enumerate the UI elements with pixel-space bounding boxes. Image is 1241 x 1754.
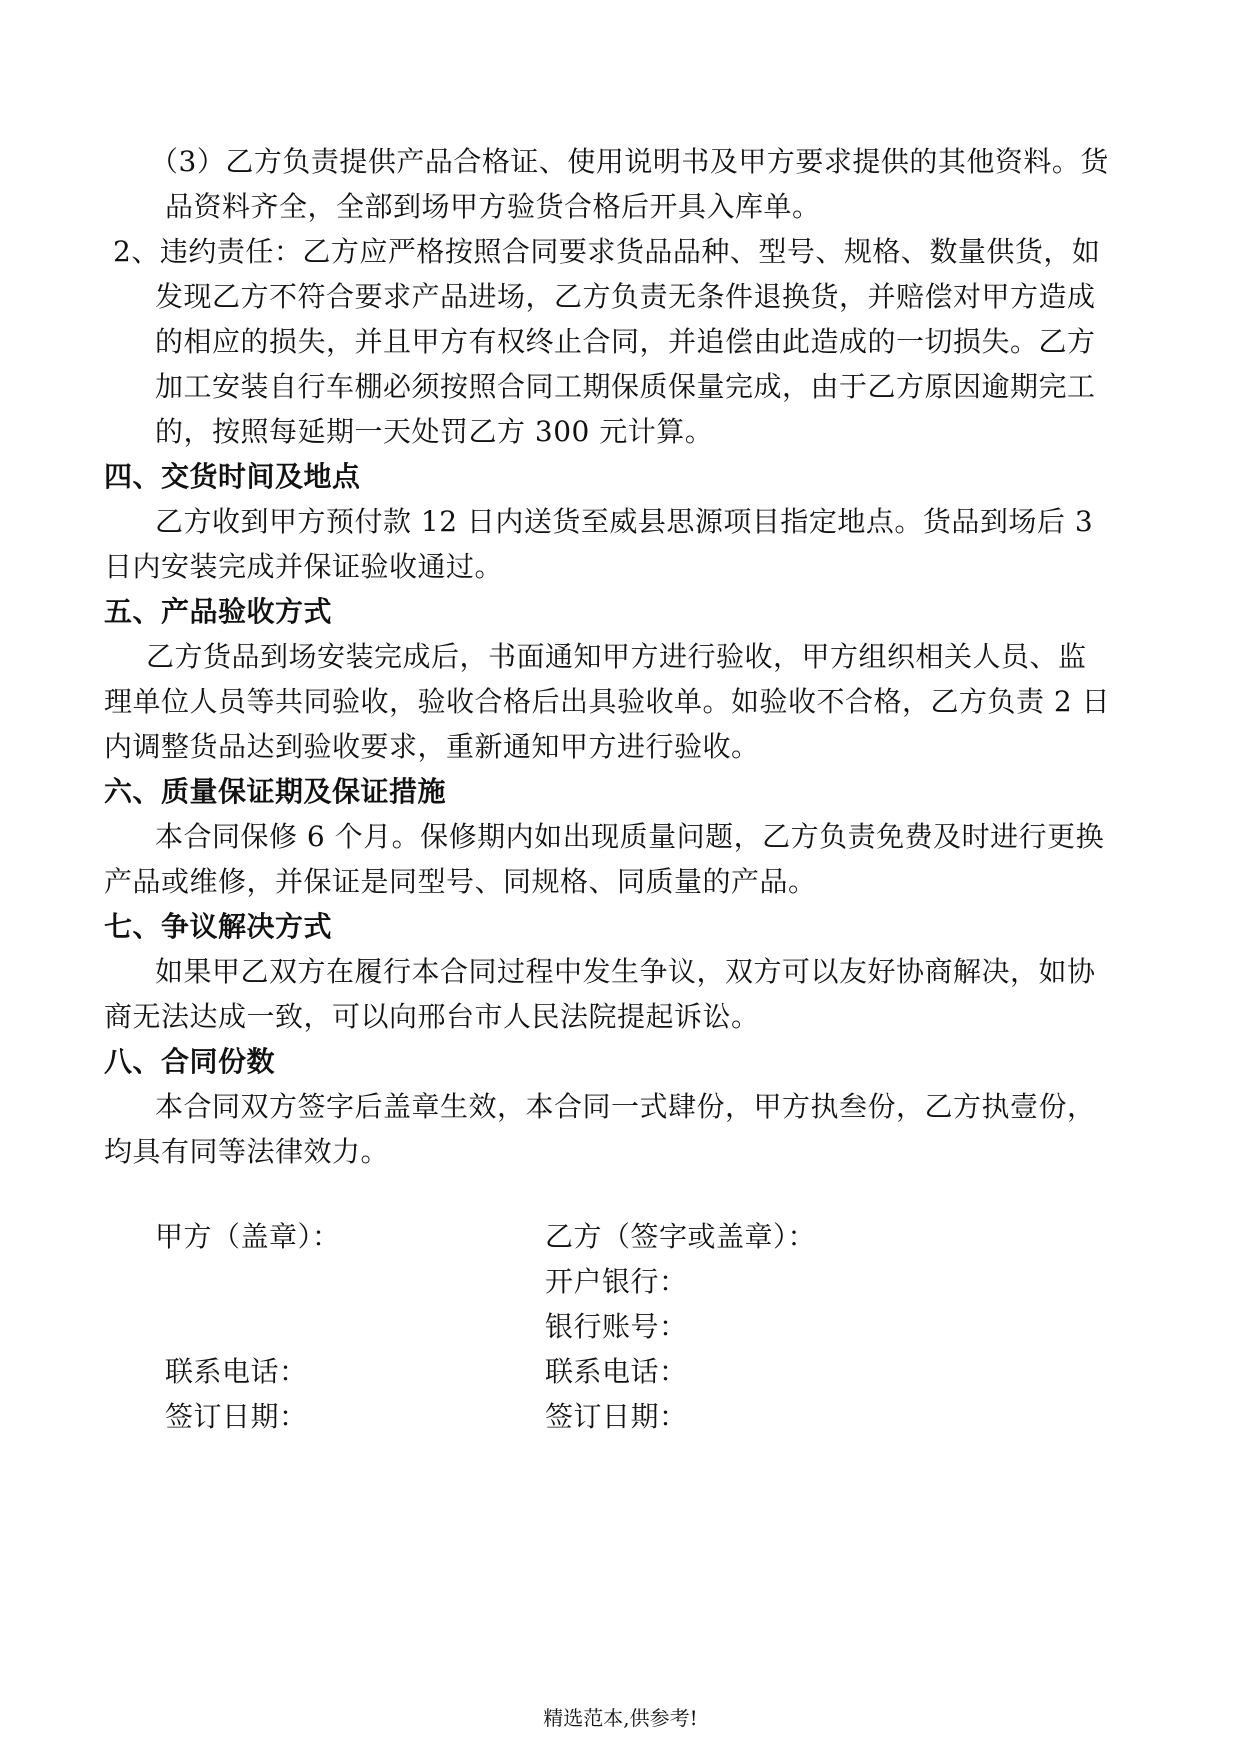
section-7-line-2: 商无法达成一致，可以向邢台市人民法院提起诉讼。 [104, 1000, 760, 1033]
breach-liability-line-3: 的相应的损失，并且甲方有权终止合同，并追偿由此造成的一切损失。乙方 [155, 325, 1096, 358]
section-6-heading: 六、质量保证期及保证措施 [104, 775, 447, 808]
section-7-heading: 七、争议解决方式 [104, 910, 333, 943]
page-footer: 精选范本,供参考! [543, 1706, 698, 1730]
clause-3-line-1: （3）乙方负责提供产品合格证、使用说明书及甲方要求提供的其他资料。货 [150, 145, 1109, 178]
party-b-phone-label: 联系电话： [545, 1355, 688, 1388]
section-8-heading: 八、合同份数 [104, 1045, 276, 1078]
party-b-date-label: 签订日期： [545, 1400, 688, 1433]
breach-liability-line-5: 的，按照每延期一天处罚乙方 300 元计算。 [155, 415, 714, 448]
breach-liability-line-2: 发现乙方不符合要求产品进场，乙方负责无条件退换货，并赔偿对甲方造成 [155, 280, 1096, 313]
section-6-line-1: 本合同保修 6 个月。保修期内如出现质量问题，乙方负责免费及时进行更换 [155, 820, 1105, 853]
section-4-heading: 四、交货时间及地点 [104, 460, 361, 493]
section-5-heading: 五、产品验收方式 [104, 595, 333, 628]
party-b-seal-label: 乙方（签字或盖章）： [545, 1220, 817, 1253]
section-5-line-1: 乙方货品到场安装完成后，书面通知甲方进行验收，甲方组织相关人员、监 [146, 640, 1087, 673]
section-8-line-2: 均具有同等法律效力。 [104, 1135, 390, 1168]
section-4-line-2: 日内安装完成并保证验收通过。 [104, 550, 504, 583]
section-7-line-1: 如果甲乙双方在履行本合同过程中发生争议，双方可以友好协商解决，如协 [155, 955, 1096, 988]
breach-liability-line-1: 2、违约责任：乙方应严格按照合同要求货品品种、型号、规格、数量供货，如 [113, 235, 1101, 268]
section-6-line-2: 产品或维修，并保证是同型号、同规格、同质量的产品。 [104, 865, 817, 898]
bank-account-label: 银行账号： [545, 1310, 688, 1343]
breach-liability-line-4: 加工安装自行车棚必须按照合同工期保质保量完成，由于乙方原因逾期完工 [155, 370, 1096, 403]
section-5-line-2: 理单位人员等共同验收，验收合格后出具验收单。如验收不合格，乙方负责 2 日 [104, 685, 1111, 718]
section-8-line-1: 本合同双方签字后盖章生效，本合同一式肆份，甲方执叁份，乙方执壹份， [155, 1090, 1096, 1123]
party-a-seal-label: 甲方（盖章）： [155, 1220, 341, 1253]
party-a-date-label: 签订日期： [165, 1400, 308, 1433]
section-5-line-3: 内调整货品达到验收要求，重新通知甲方进行验收。 [104, 730, 760, 763]
party-a-phone-label: 联系电话： [165, 1355, 308, 1388]
bank-name-label: 开户银行： [545, 1265, 688, 1298]
clause-3-line-2: 品资料齐全，全部到场甲方验货合格后开具入库单。 [165, 190, 821, 223]
section-4-line-1: 乙方收到甲方预付款 12 日内送货至威县思源项目指定地点。货品到场后 3 [155, 505, 1094, 538]
